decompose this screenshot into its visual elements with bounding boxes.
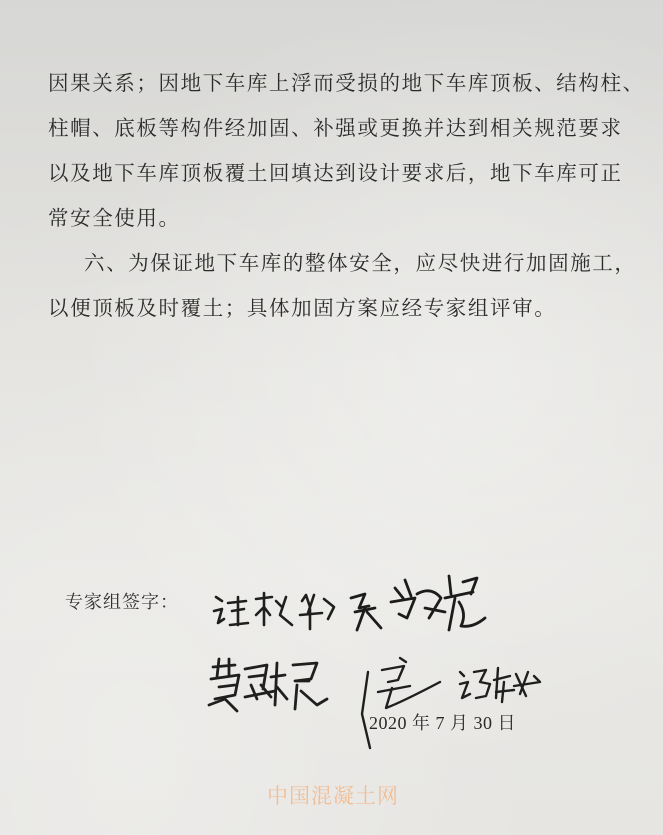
body-text-line-4: 常安全使用。 (48, 206, 181, 230)
signature-1-drawing (210, 585, 350, 633)
body-text-line-5: 六、为保证地下车库的整体安全，应尽快进行加固施工， (84, 251, 637, 275)
signing-date: 2020 年 7 月 30 日 (369, 713, 516, 733)
signature-5 (456, 662, 546, 708)
site-watermark: 中国混凝土网 (267, 784, 399, 808)
signature-3-drawing (205, 655, 340, 717)
signature-label: 专家组签字： (65, 592, 179, 613)
body-text-line-6: 以便顶板及时覆土；具体加固方案应经专家组评审。 (48, 296, 557, 320)
signature-4 (348, 652, 448, 752)
signature-1 (210, 585, 350, 633)
body-text-line-3: 以及地下车库顶板覆土回填达到设计要求后，地下车库可正 (48, 161, 623, 185)
signature-5-drawing (456, 662, 546, 708)
body-text-line-2: 柱帽、底板等构件经加固、补强或更换并达到相关规范要求 (48, 116, 623, 140)
signature-4-drawing (348, 652, 448, 752)
signature-2-drawing (345, 568, 495, 643)
body-text-line-1: 因果关系；因地下车库上浮而受损的地下车库顶板、结构柱、 (48, 71, 645, 95)
signature-3 (205, 655, 340, 717)
signature-2 (345, 568, 495, 643)
